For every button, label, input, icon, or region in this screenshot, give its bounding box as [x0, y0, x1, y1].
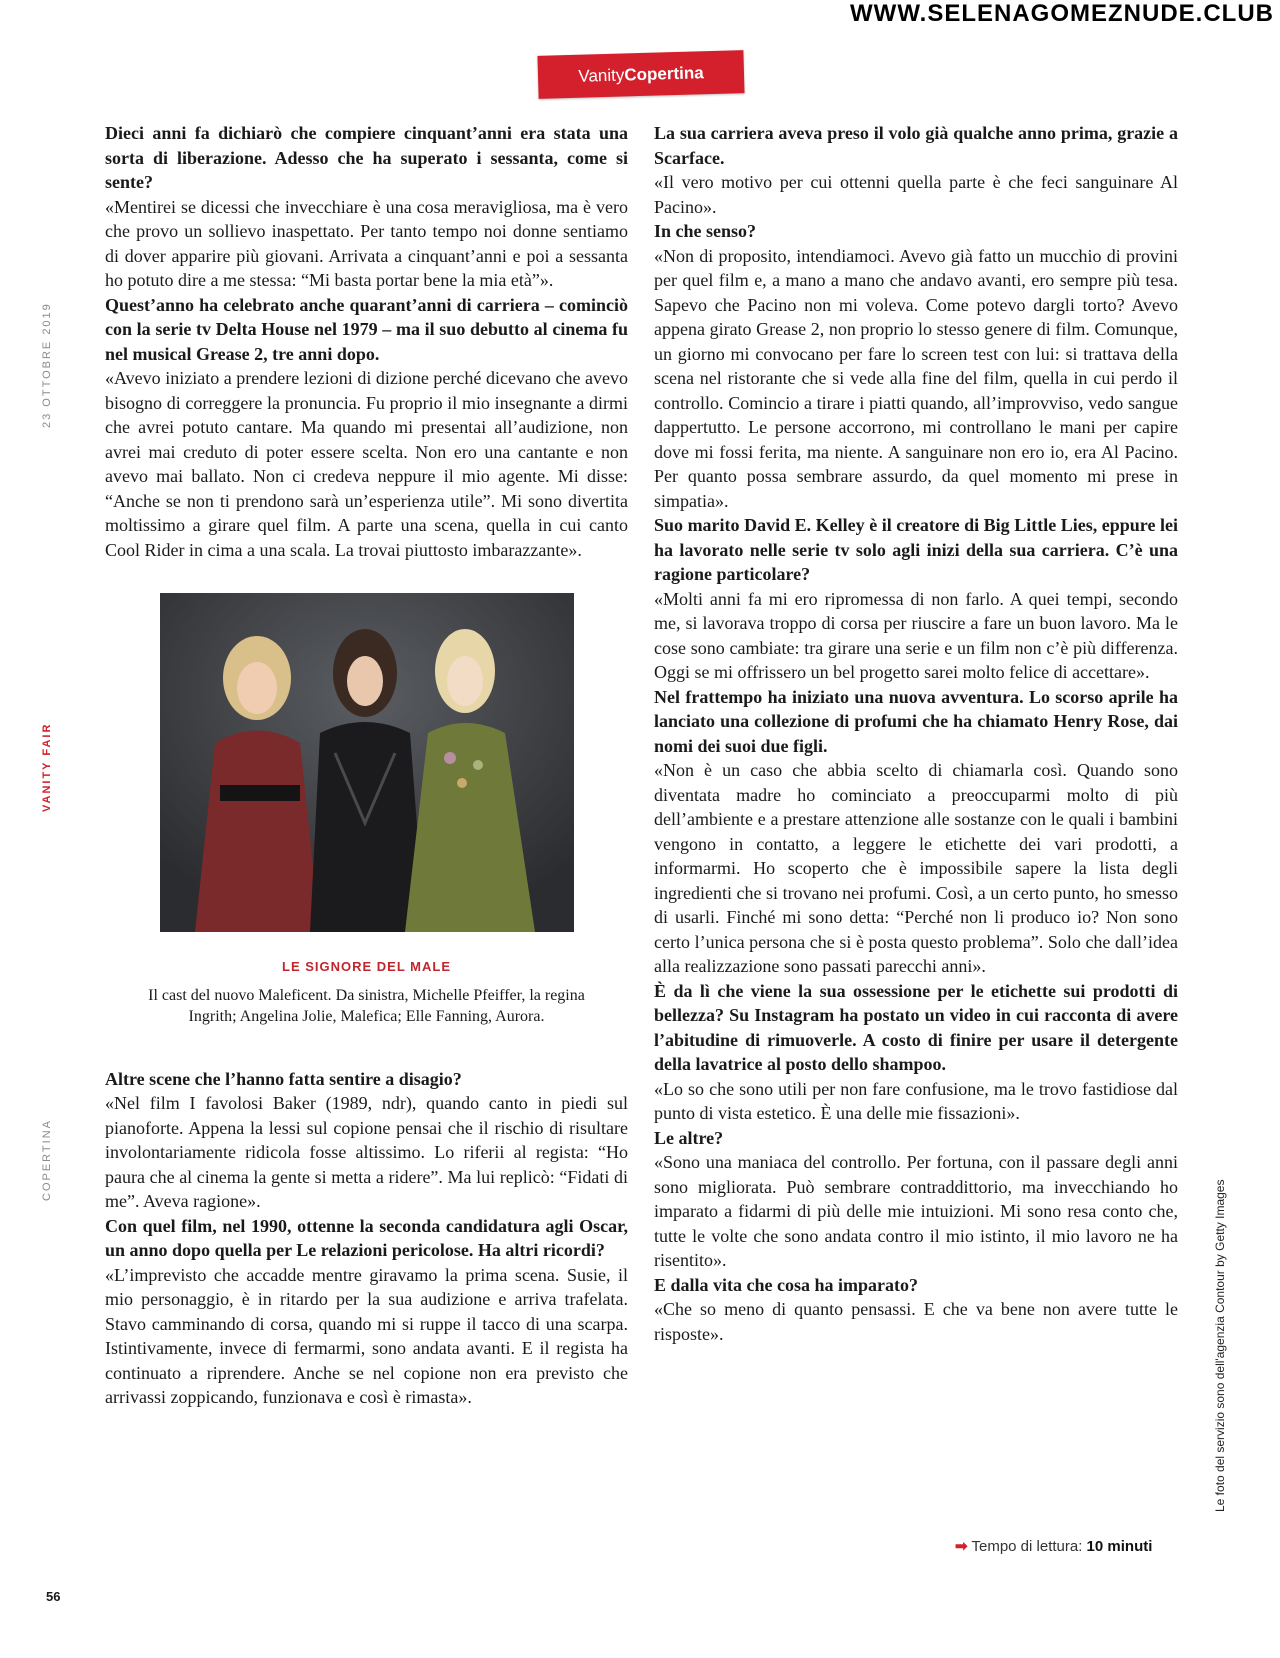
paragraph: «Non è un caso che abbia scelto di chiamarla così. Quando sono diventata madre ho cominciato a preoccuparmi molto di più dell’ambiente e a prestare attenzione alle sostanze con le quali i bambini vengono in contatto, a leggere le etichette dei vari prodotti, a informarmi. Ho scoperto che è impossibile sapere la lista degli ingredienti che si trovano nei profumi. Così, a un certo punto, ho smesso di usarli. Finché mi sono detta: “Perché non li produco io? Non sono certo l’unica persona che si è posta questo problema”. Solo che dall’idea alla realizzazione sono passati parecchi anni».: [654, 760, 1178, 976]
paragraph: La sua carriera aveva preso il volo già qualche anno prima, grazie a Scarface.: [654, 123, 1178, 168]
section-label: COPERTINA: [41, 1119, 53, 1201]
page-number: 56: [46, 1589, 61, 1604]
paragraph: «Nel film I favolosi Baker (1989, ndr), quando canto in piedi sul pianoforte. Appena la lessi sul copione pensai che il rischio di risultare involontariamente ridicola fosse altissimo. Lo riferii al regista: “Ho paura che al cinema la gente si metta a ridere”. Ma lui replicò: “Fidati di me”. Aveva ragione».: [105, 1093, 628, 1211]
paragraph: Con quel film, nel 1990, ottenne la seconda candidatura agli Oscar, un anno dopo quella per Le relazioni pericolose. Ha altri ricordi?: [105, 1215, 628, 1260]
magazine-name: VANITY FAIR: [41, 722, 53, 812]
reading-time-label: Tempo di lettura:: [971, 1538, 1083, 1555]
paragraph: «Il vero motivo per cui ottenni quella parte è che feci sanguinare Al Pacino».: [654, 172, 1178, 217]
cast-photo: [160, 593, 574, 932]
paragraph: «Avevo iniziato a prendere lezioni di dizione perché dicevano che avevo bisogno di correggere la pronuncia. Fu proprio il mio insegnante a dirmi che avrei potuto cantare. Ma quando mi presentai all’audizione, non avrei mai creduto di poter essere scelta. Non ero una cantante e non avevo mai ballato. Non ci credeva neppure il mio agente. Mi disse: “Anche se non ti prendono sarà un’esperienza utile”. Mi sono divertita moltissimo a girare quel film. A parte una scena, quella in cui canto Cool Rider in cima a una scala. La trovai piuttosto imbarazzante».: [105, 368, 628, 560]
paragraph: «Sono una maniaca del controllo. Per fortuna, con il passare degli anni sono migliorata. Può sembrare contraddittorio, ma invecchiando ho imparato a fidarmi di più delle mie intuizioni. Mi sono resa conto che, tutte le volte che sono andata contro il mio istinto, il mio lavoro ne ha risentito».: [654, 1152, 1178, 1270]
paragraph: Suo marito David E. Kelley è il creatore di Big Little Lies, eppure lei ha lavorato nelle serie tv solo agli inizi della sua carriera. C’è una ragione particolare?: [654, 515, 1178, 584]
paragraph: Le altre?: [654, 1127, 724, 1148]
paragraph: Quest’anno ha celebrato anche quarant’anni di carriera – cominciò con la serie tv Delta House nel 1979 – ma il suo debutto al cinema fu nel musical Grease 2, tre anni dopo.: [105, 294, 628, 364]
right-column: [654, 121, 1178, 1346]
rubric-brand: Vanity: [578, 65, 625, 86]
left-column: [105, 121, 628, 1410]
paragraph: E dalla vita che cosa ha imparato?: [654, 1274, 918, 1295]
watermark: WWW.SELENAGOMEZNUDE.CLUB: [850, 0, 1274, 27]
rubric-section: Copertina: [624, 63, 704, 85]
arrow-right-icon: ➡: [955, 1538, 968, 1555]
caption-title: LE SIGNORE DEL MALE: [282, 959, 451, 974]
cast-photo-illustration: [160, 593, 574, 932]
reading-time: [955, 1537, 1152, 1555]
paragraph: «Mentirei se dicessi che invecchiare è una cosa meravigliosa, ma è vero che provo un sollievo inaspettato. Per tanto tempo noi donne sentiamo di dover apparire più giovani. Arrivata a cinquant’anni e poi a sessanta ho potuto dire a me stessa: “Mi basta portar bene la mia età”».: [105, 196, 628, 290]
photo-credit: Le foto del servizio sono dell'agenzia Contour by Getty Images: [1213, 1179, 1227, 1512]
paragraph: «L’imprevisto che accadde mentre giravamo la prima scena. Susie, il mio personaggio, è in ritardo per la sua audizione e arriva trafelata. Stavo camminando di corsa, quando mi si ruppe il tacco di una scarpa. Istintivamente, invece di fermarmi, sono andata avanti. E il regista ha continuato a riprendere. Anche se nel copione non era previsto che arrivassi zoppicando, funzionava e così è rimasta».: [105, 1264, 628, 1407]
section-rubric: [537, 50, 744, 99]
paragraph: È da lì che viene la sua ossessione per le etichette sui prodotti di bellezza? Su Instagram ha postato un video in cui racconta di avere l’abitudine di rimuoverle. A costo di finire per usare il detergente della lavatrice al posto dello shampoo.: [654, 980, 1178, 1074]
left-top-text: [105, 121, 628, 562]
caption-text: Il cast del nuovo Maleficent. Da sinistra, Michelle Pfeiffer, la regina Ingrith; Angelina Jolie, Malefica; Elle Fanning, Aurora.: [148, 986, 585, 1025]
paragraph: «Non di proposito, intendiamoci. Avevo già fatto un mucchio di provini per quel film e, a mano a mano che andavo avanti, ero sempre più tesa. Sapevo che Pacino non mi voleva. Come potevo dargli torto? Avevo appena girato Grease 2, non proprio lo stesso genere di film. Comunque, un giorno mi convocano per fare lo screen test con lui: si trattava della scena nel ristorante che si vede alla fine del film, quella in cui perdo il controllo. Comincio a tirare i piatti quando, all’improvviso, vedo sangue dappertutto. Le persone accorrono, mi controllano le mani per capire dove mi fossi ferita, ma niente. A sanguinare non ero io, era Al Pacino. Per quanto possa sembrare assurdo, da quel momento mi prese in simpatia».: [654, 245, 1178, 511]
left-bottom-text: [105, 1067, 628, 1410]
paragraph: «Lo so che sono utili per non fare confusione, ma le trovo fastidiose dal punto di vista estetico. È una delle mie fissazioni».: [654, 1078, 1178, 1123]
paragraph: «Che so meno di quanto pensassi. E che va bene non avere tutte le risposte».: [654, 1299, 1178, 1344]
paragraph: «Molti anni fa mi ero ripromessa di non farlo. A quei tempi, secondo me, si lavorava troppo di corsa per riuscire a fare un buon lavoro. Ma le cose sono cambiate: tra girare una serie e un film non c’è più differenza. Oggi se mi offrissero un bel progetto sarei molto felice di accettare».: [654, 588, 1178, 682]
paragraph: In che senso?: [654, 221, 757, 241]
paragraph: Dieci anni fa dichiarò che compiere cinquant’anni era stata una sorta di liberazione. Adesso che ha superato i sessanta, come si sente?: [105, 123, 628, 192]
issue-date: 23 OTTOBRE 2019: [41, 302, 53, 428]
reading-time-value: 10 minuti: [1086, 1538, 1153, 1555]
paragraph: Nel frattempo ha iniziato una nuova avventura. Lo scorso aprile ha lanciato una collezione di profumi che ha chiamato Henry Rose, dai nomi dei suoi due figli.: [654, 686, 1178, 756]
paragraph: Altre scene che l’hanno fatta sentire a disagio?: [105, 1068, 462, 1089]
